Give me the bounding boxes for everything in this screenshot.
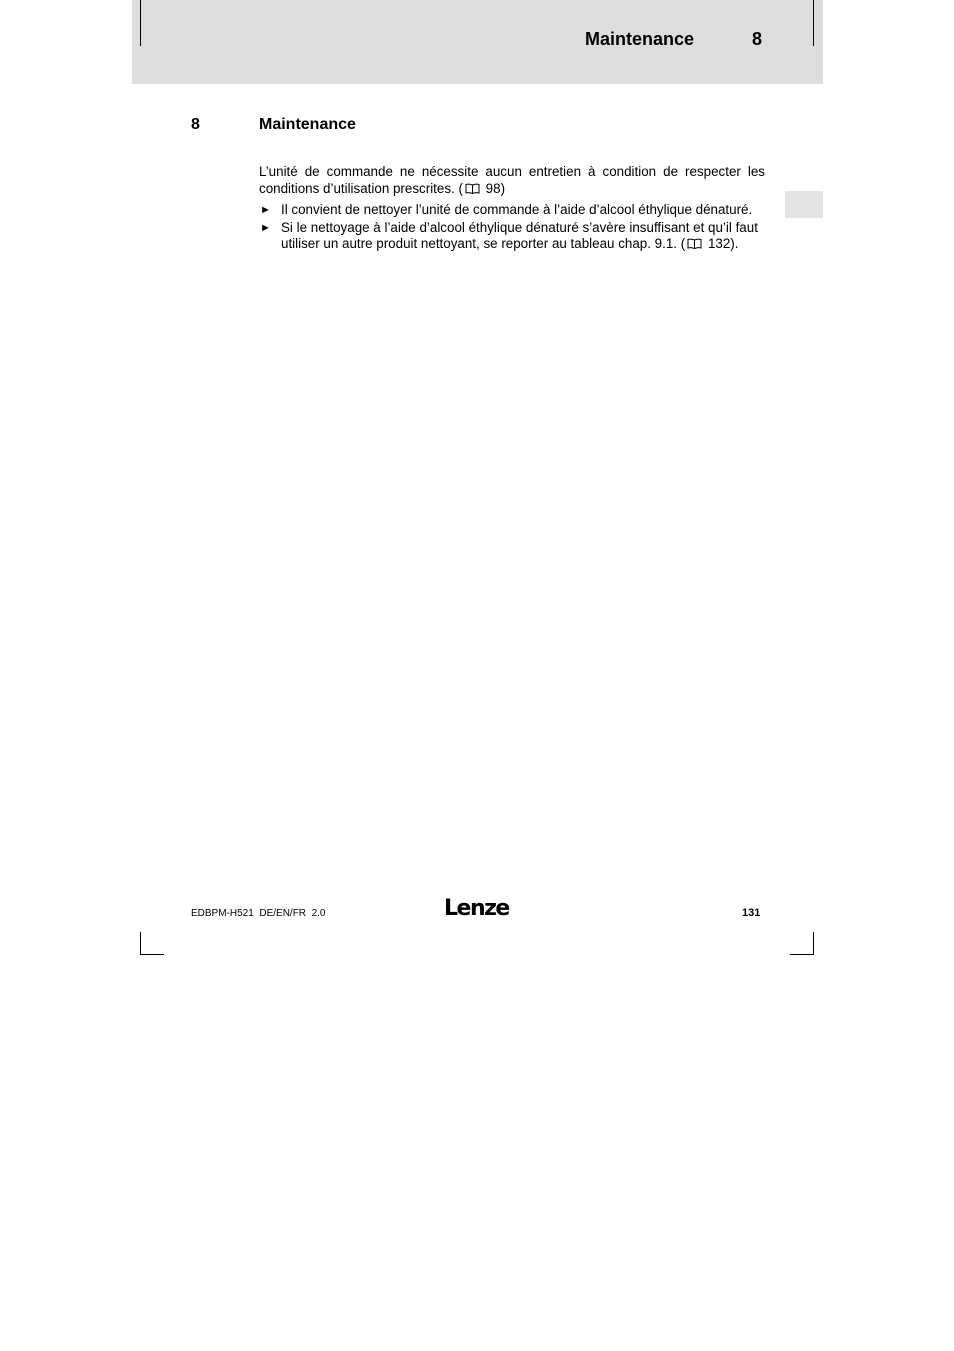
list-item-page-ref: 132). — [707, 236, 739, 251]
book-reference-icon — [465, 183, 480, 194]
crop-mark-bottom-right-v — [813, 932, 814, 955]
arrow-bullet-icon: ► — [260, 204, 271, 216]
intro-page-ref: 98) — [485, 180, 506, 196]
crop-mark-bottom-right-h — [790, 954, 814, 955]
list-item-text: Si le nettoyage à l’aide d’alcool éthylique dénaturé s’avère insuffisant et qu’il faut utiliser un autre produit nettoyant, se reporter au tableau chap. 9.1. ( — [281, 219, 758, 251]
list-item — [259, 202, 765, 219]
section-title: Maintenance — [259, 116, 356, 133]
intro-text: L’unité de commande ne nécessite aucun entretien à condition de respecter les conditions d’utilisation prescrites. ( — [259, 164, 765, 196]
crop-mark-bottom-left-h — [140, 954, 164, 955]
instruction-list — [259, 202, 765, 254]
lenze-logo: Lenze — [444, 896, 509, 921]
running-header-title: Maintenance — [585, 29, 695, 49]
running-header-chapter: 8 — [752, 29, 763, 49]
crop-mark-bottom-left-v — [140, 932, 141, 955]
section-number: 8 — [191, 116, 200, 133]
list-item-text: Il convient de nettoyer l’unité de commande à l’aide d’alcool éthylique dénaturé. — [281, 202, 753, 217]
book-reference-icon — [687, 238, 702, 249]
header-band — [132, 0, 823, 84]
footer-document-id: EDBPM-H521 DE/EN/FR 2.0 — [191, 908, 326, 919]
chapter-side-tab — [785, 191, 823, 218]
crop-mark-top-right — [813, 0, 814, 46]
intro-paragraph — [259, 164, 765, 197]
list-item — [259, 220, 765, 253]
crop-mark-top-left — [140, 0, 141, 46]
arrow-bullet-icon: ► — [260, 221, 271, 234]
page-number: 131 — [742, 907, 761, 919]
